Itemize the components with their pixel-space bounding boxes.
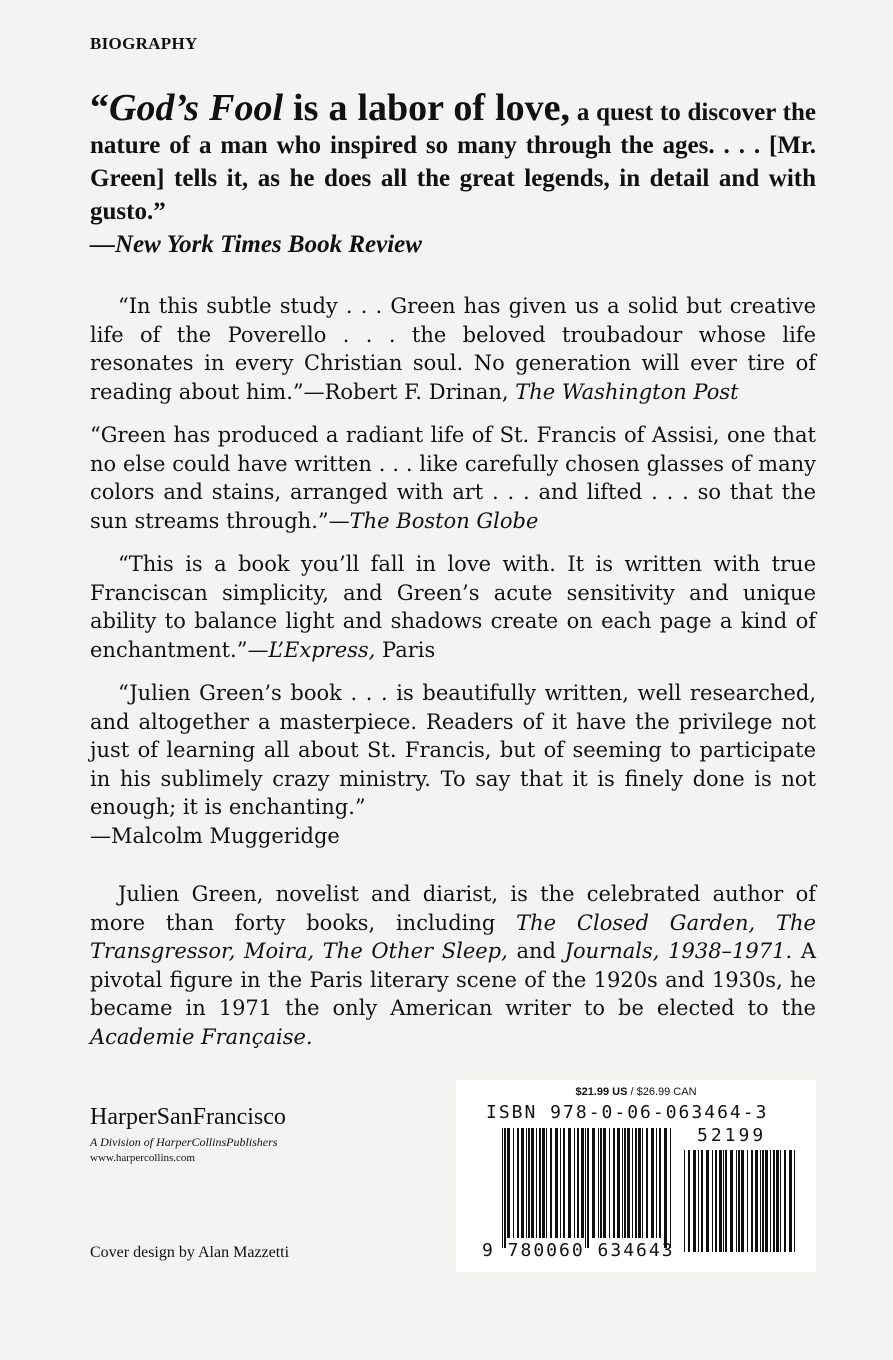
barcode-bar <box>526 1128 527 1238</box>
barcode-bar <box>751 1150 753 1252</box>
review-source: —Malcolm Muggeridge <box>90 823 340 848</box>
barcode-bar <box>577 1128 579 1238</box>
barcode-bar <box>762 1150 764 1252</box>
barcode-bar <box>765 1150 768 1252</box>
cover-credit: Cover design by Alan Mazzetti <box>90 1244 290 1261</box>
barcode-bar <box>656 1128 657 1238</box>
barcode-bar <box>563 1128 565 1238</box>
barcode-bar <box>712 1150 713 1252</box>
barcode-bar <box>504 1128 506 1248</box>
barcode-bar <box>747 1150 748 1252</box>
review-quote: “Green has produced a radiant life of St. Francis of Assisi, one that no else could have written . . . like carefully chosen glasses of many colors and stains, arranged with art . . . and lifted . . . so that the sun streams through.”—The Boston Globe <box>90 423 816 533</box>
barcode-bar <box>568 1128 571 1238</box>
barcode-bar <box>698 1150 699 1252</box>
barcode-bar <box>794 1150 795 1252</box>
barcode-bar <box>738 1150 740 1252</box>
barcode-bar <box>521 1128 524 1238</box>
barcode-bars <box>502 1128 671 1248</box>
lead-book-title: God’s Fool <box>109 87 284 129</box>
isbn-text: ISBN 978-0-06-063464-3 <box>486 1102 769 1123</box>
category-label: BIOGRAPHY <box>90 34 198 53</box>
barcode-bar <box>693 1150 696 1252</box>
barcode-bar <box>528 1128 530 1238</box>
barcode-bar <box>688 1150 690 1252</box>
barcode-bar <box>776 1150 779 1252</box>
barcode-bar <box>684 1150 685 1252</box>
publisher-url: www.harpercollins.com <box>90 1152 195 1164</box>
barcode-bar <box>706 1150 709 1252</box>
lead-quote-source: —New York Times Book Review <box>90 231 422 258</box>
publisher-division: A Division of HarperCollinsPublishers <box>90 1135 278 1149</box>
barcode-bar <box>784 1150 786 1252</box>
barcode-bar <box>670 1128 671 1248</box>
barcode-bar <box>585 1128 586 1248</box>
price-addon-digits: 52199 <box>697 1125 767 1146</box>
barcode-bar <box>622 1128 623 1238</box>
barcode-bar <box>701 1150 703 1252</box>
barcode-bar <box>555 1128 558 1238</box>
barcode-bar <box>513 1128 514 1238</box>
review-quote: “In this subtle study . . . Green has given us a solid but creative life of the Poverello . . . the beloved troubadour whose life resonates in every Christian soul. No generation will ever tire of reading about him.”—Robert F. Drinan, The Washington Post <box>90 294 816 404</box>
lead-quote-emphasis: is a labor of love, <box>283 87 571 129</box>
barcode-bar <box>664 1128 667 1248</box>
barcode-bar <box>723 1150 724 1252</box>
barcode-bar <box>592 1128 595 1238</box>
publisher-block <box>90 1104 286 1164</box>
barcode-bar <box>755 1150 758 1252</box>
barcode-bar <box>560 1128 561 1238</box>
lead-quote-text: a quest to discover the nature of a man who inspired so many through the ages. . . . [Mr. Green] tells it, as he does all the great legends, in detail and with gusto.” <box>90 99 817 225</box>
barcode-bar <box>507 1128 510 1238</box>
barcode-bar <box>581 1128 584 1238</box>
barcode-bar <box>536 1128 537 1238</box>
barcode-bar <box>617 1128 620 1238</box>
lead-quote <box>90 87 817 261</box>
barcode-panel <box>456 1080 816 1272</box>
barcode-bar <box>659 1128 661 1238</box>
barcode-bar <box>574 1128 575 1238</box>
review-quote: “Julien Green’s book . . . is beautifully written, well researched, and altogether a masterpiece. Readers of it have the privilege not just of learning all about St. Francis, but of seeming to participate in his sublimely crazy ministry. To say that it is finely done is not enough; it is enchanting.” —Malcolm Muggeridge <box>90 681 816 848</box>
barcode-bar <box>760 1150 761 1252</box>
barcode-bar <box>550 1128 552 1238</box>
barcode-bar <box>770 1150 771 1252</box>
barcode-bar <box>642 1128 643 1238</box>
barcode-bar <box>635 1128 637 1238</box>
review-quotes <box>90 292 816 1066</box>
addon-barcode-bars <box>684 1150 795 1252</box>
barcode-bar <box>715 1150 717 1252</box>
barcode-bar <box>646 1128 648 1238</box>
barcode-bar <box>531 1128 534 1238</box>
barcode-bar <box>736 1150 737 1252</box>
barcode-bar <box>517 1128 519 1238</box>
barcode-bar <box>613 1128 615 1238</box>
review-source: L’Express, <box>268 637 376 662</box>
barcode-digits: 9 780060 634643 <box>482 1240 675 1261</box>
barcode-bar <box>600 1128 602 1238</box>
barcode-bar <box>638 1128 641 1238</box>
barcode-bar <box>773 1150 775 1252</box>
barcode-bar <box>730 1150 733 1252</box>
barcode-bar <box>789 1150 792 1252</box>
barcode-bar <box>587 1128 589 1248</box>
barcode-bar <box>542 1128 545 1238</box>
author-bio: Julien Green, novelist and diarist, is the celebrated author of more than forty books, including The Closed Garden, The Transgressor, Moira, The Other Sleep, and Journals, 1938–1971. A pivotal figure in the Paris literary scene of the 1920s and 1930s, he became in 1971 the only American writer to be elected to the Academie Française. <box>90 882 816 1049</box>
barcode-bar <box>780 1150 781 1252</box>
publisher-name: HarperSanFrancisco <box>90 1104 286 1130</box>
barcode-bar <box>603 1128 606 1238</box>
barcode-bar <box>546 1128 547 1238</box>
lead-open-mark: “ <box>90 87 109 129</box>
barcode-bar <box>632 1128 633 1238</box>
review-quote: “This is a book you’ll fall in love with. It is written with true Franciscan simplicity, and Green’s acute sensitivity and unique ability to balance light and shadows create on each page a kind of enchantment.”—L’Express, Paris <box>90 552 816 662</box>
barcode-bar <box>502 1128 503 1248</box>
barcode-bar <box>651 1128 654 1238</box>
barcode-bar <box>741 1150 744 1252</box>
barcode-bar <box>725 1150 727 1252</box>
barcode-bar <box>624 1128 626 1238</box>
barcode-bar <box>719 1150 722 1252</box>
review-source: The Boston Globe <box>349 508 539 533</box>
barcode-bar <box>609 1128 610 1238</box>
barcode-bar <box>539 1128 541 1238</box>
barcode-bar <box>627 1128 630 1238</box>
barcode-bar <box>598 1128 599 1238</box>
price-label: $21.99 US / $26.99 CAN <box>575 1086 697 1098</box>
review-source: The Washington Post <box>515 379 739 404</box>
